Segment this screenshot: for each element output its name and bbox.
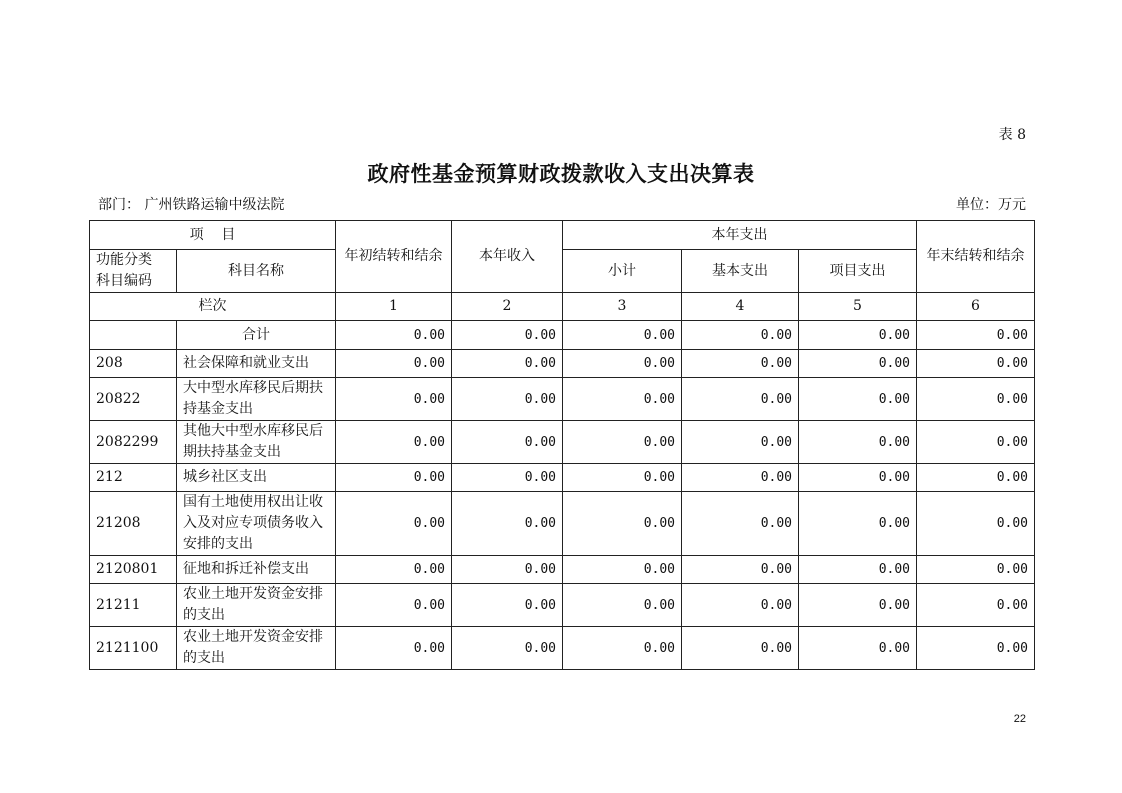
row-value: 0.00 xyxy=(336,584,452,627)
row-value: 0.00 xyxy=(917,350,1035,378)
row-name: 农业土地开发资金安排的支出 xyxy=(177,584,336,627)
row-value: 0.00 xyxy=(682,627,799,670)
row-value: 0.00 xyxy=(452,492,563,556)
row-value: 0.00 xyxy=(563,584,682,627)
row-value: 0.00 xyxy=(336,421,452,464)
row-value: 0.00 xyxy=(336,464,452,492)
department-label: 部门： 广州铁路运输中级法院 xyxy=(98,197,285,213)
header-income: 本年收入 xyxy=(452,221,563,293)
header-basic: 基本支出 xyxy=(682,250,799,293)
table-row xyxy=(90,627,1035,670)
row-code: 2121100 xyxy=(90,627,177,670)
table-row xyxy=(90,556,1035,584)
row-code xyxy=(90,321,177,350)
row-code: 208 xyxy=(90,350,177,378)
row-value: 0.00 xyxy=(452,378,563,421)
row-code: 2082299 xyxy=(90,421,177,464)
row-value: 0.00 xyxy=(452,627,563,670)
row-value: 0.00 xyxy=(563,464,682,492)
header-code: 功能分类 科目编码 xyxy=(90,250,177,293)
row-value: 0.00 xyxy=(563,350,682,378)
row-code: 21211 xyxy=(90,584,177,627)
row-name: 合计 xyxy=(177,321,336,350)
header-project: 项目支出 xyxy=(799,250,917,293)
row-value: 0.00 xyxy=(799,627,917,670)
row-code: 21208 xyxy=(90,492,177,556)
row-value: 0.00 xyxy=(917,627,1035,670)
table-row xyxy=(90,421,1035,464)
row-value: 0.00 xyxy=(799,350,917,378)
row-value: 0.00 xyxy=(917,492,1035,556)
row-code: 20822 xyxy=(90,378,177,421)
row-index-label: 栏次 xyxy=(90,293,336,321)
row-value: 0.00 xyxy=(452,421,563,464)
row-name: 其他大中型水库移民后期扶持基金支出 xyxy=(177,421,336,464)
row-value: 0.00 xyxy=(452,584,563,627)
row-value: 0.00 xyxy=(682,584,799,627)
table-row xyxy=(90,378,1035,421)
row-value: 0.00 xyxy=(563,556,682,584)
row-value: 0.00 xyxy=(452,350,563,378)
row-value: 0.00 xyxy=(563,421,682,464)
row-value: 0.00 xyxy=(799,492,917,556)
row-name: 农业土地开发资金安排的支出 xyxy=(177,627,336,670)
row-value: 0.00 xyxy=(563,492,682,556)
row-value: 0.00 xyxy=(336,350,452,378)
row-index: 2 xyxy=(452,293,563,321)
row-value: 0.00 xyxy=(917,321,1035,350)
row-value: 0.00 xyxy=(452,464,563,492)
row-name: 国有土地使用权出让收入及对应专项债务收入安排的支出 xyxy=(177,492,336,556)
row-index: 6 xyxy=(917,293,1035,321)
row-value: 0.00 xyxy=(682,321,799,350)
row-value: 0.00 xyxy=(799,584,917,627)
row-value: 0.00 xyxy=(452,321,563,350)
row-index: 5 xyxy=(799,293,917,321)
row-value: 0.00 xyxy=(917,556,1035,584)
budget-table xyxy=(89,220,1035,670)
row-value: 0.00 xyxy=(917,584,1035,627)
row-value: 0.00 xyxy=(336,378,452,421)
row-value: 0.00 xyxy=(917,421,1035,464)
row-index: 4 xyxy=(682,293,799,321)
row-value: 0.00 xyxy=(336,321,452,350)
row-value: 0.00 xyxy=(799,421,917,464)
row-value: 0.00 xyxy=(682,556,799,584)
table-tag: 表 8 xyxy=(998,127,1026,143)
table-row xyxy=(90,464,1035,492)
header-end-balance: 年末结转和结余 xyxy=(917,221,1035,293)
header-subtotal: 小计 xyxy=(563,250,682,293)
row-value: 0.00 xyxy=(682,464,799,492)
row-value: 0.00 xyxy=(336,556,452,584)
header-expense-group: 本年支出 xyxy=(563,221,917,250)
table-row xyxy=(90,584,1035,627)
unit-label: 单位：万元 xyxy=(956,197,1026,213)
row-value: 0.00 xyxy=(682,492,799,556)
row-value: 0.00 xyxy=(682,350,799,378)
row-name: 大中型水库移民后期扶持基金支出 xyxy=(177,378,336,421)
row-code: 212 xyxy=(90,464,177,492)
header-item: 项 目 xyxy=(90,221,336,250)
row-index: 3 xyxy=(563,293,682,321)
row-value: 0.00 xyxy=(563,378,682,421)
row-value: 0.00 xyxy=(452,556,563,584)
row-code: 2120801 xyxy=(90,556,177,584)
row-value: 0.00 xyxy=(917,378,1035,421)
row-value: 0.00 xyxy=(799,556,917,584)
row-index: 1 xyxy=(336,293,452,321)
row-value: 0.00 xyxy=(799,321,917,350)
header-begin-balance: 年初结转和结余 xyxy=(336,221,452,293)
row-value: 0.00 xyxy=(682,421,799,464)
page-number: 22 xyxy=(1013,713,1026,725)
row-name: 征地和拆迁补偿支出 xyxy=(177,556,336,584)
table-row xyxy=(90,321,1035,350)
row-name: 城乡社区支出 xyxy=(177,464,336,492)
header-name: 科目名称 xyxy=(177,250,336,293)
table-row xyxy=(90,492,1035,556)
row-value: 0.00 xyxy=(799,378,917,421)
row-value: 0.00 xyxy=(336,492,452,556)
row-value: 0.00 xyxy=(563,627,682,670)
row-name: 社会保障和就业支出 xyxy=(177,350,336,378)
row-value: 0.00 xyxy=(917,464,1035,492)
row-value: 0.00 xyxy=(336,627,452,670)
page-title: 政府性基金预算财政拨款收入支出决算表 xyxy=(367,161,755,186)
table-row xyxy=(90,350,1035,378)
row-value: 0.00 xyxy=(563,321,682,350)
row-value: 0.00 xyxy=(799,464,917,492)
row-value: 0.00 xyxy=(682,378,799,421)
